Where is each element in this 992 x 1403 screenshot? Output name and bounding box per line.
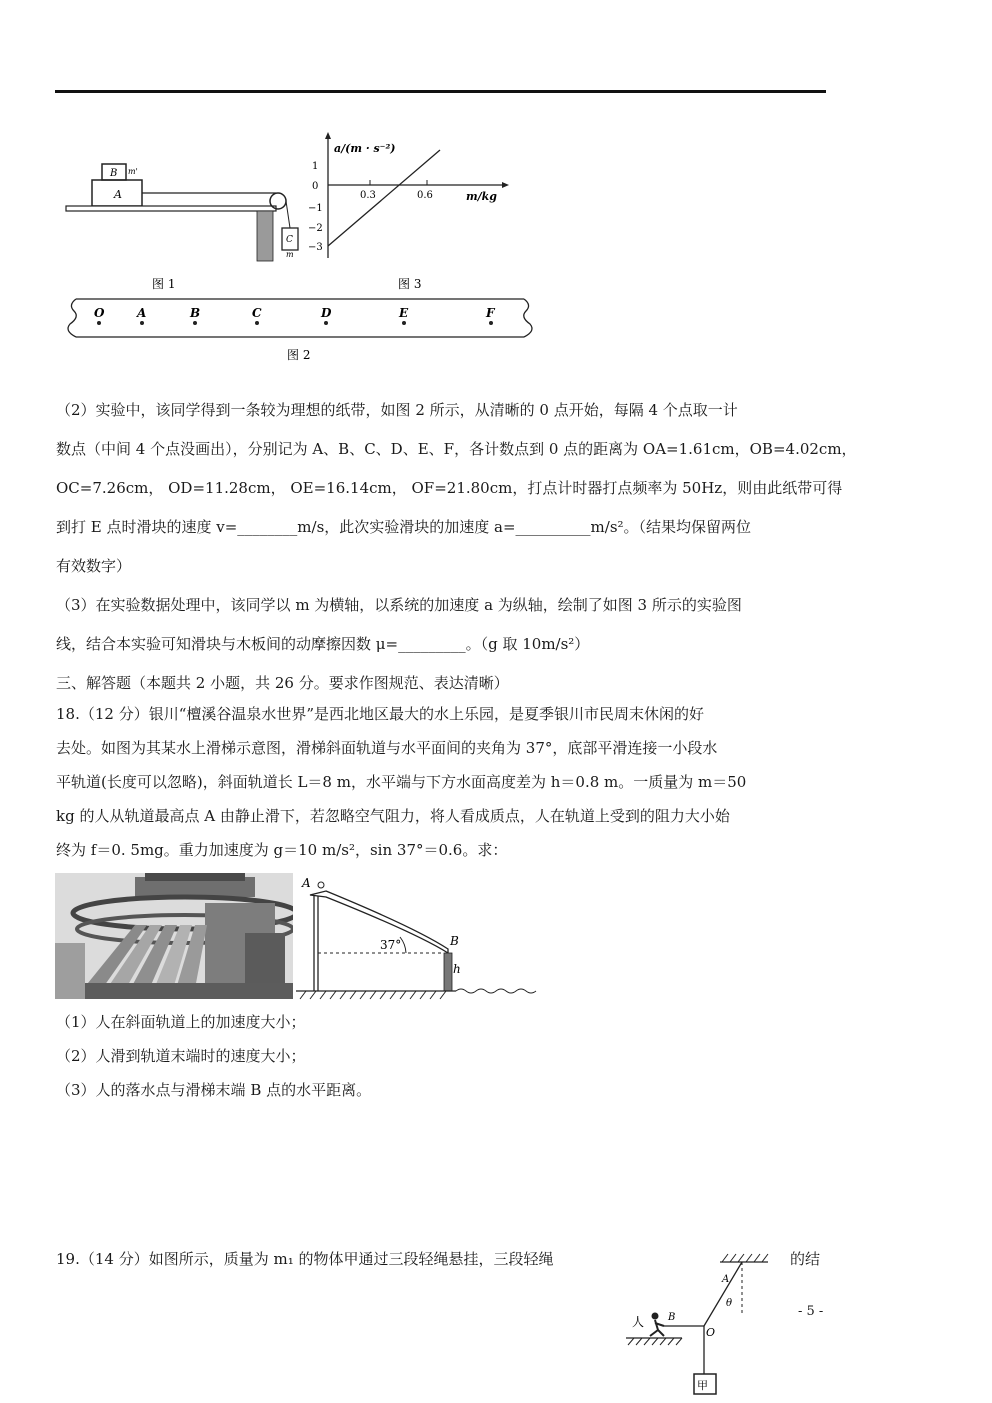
slide-label-h: h [453, 962, 461, 976]
figure-3 [300, 130, 515, 290]
tape-label-d: D [321, 306, 332, 320]
fig1-label-b: B [110, 168, 118, 179]
q2-line-5: 有效数字） [56, 557, 132, 575]
q3-line-1: （3）在实验数据处理中，该同学以 m 为横轴，以系统的加速度 a 为纵轴，绘制了如图 3 所示的实验图 [56, 596, 742, 614]
q18-line-2: 去处。如图为其某水上滑梯示意图，滑梯斜面轨道与水平面间的夹角为 37°，底部平滑连接一小段水 [56, 739, 718, 757]
fig1-label-m: m [286, 250, 294, 259]
q18-line-5: 终为 f＝0. 5mg。重力加速度为 g＝10 m/s²，sin 37°＝0.6。求： [56, 841, 508, 859]
fig3-xtick-03: 0.3 [360, 190, 376, 201]
q18-line-1: 18.（12 分）银川“檀溪谷温泉水世界”是西北地区最大的水上乐园，是夏季银川市民周末休闲的好 [56, 705, 705, 723]
fig1-label-c: C [286, 235, 293, 245]
q19-box-label: 甲 [697, 1379, 708, 1392]
section-3-heading: 三、解答题（本题共 2 小题，共 26 分。要求作图规范、表达清晰） [56, 674, 509, 692]
tape-label-f: F [486, 306, 495, 320]
fig3-ytick-m1: −1 [308, 203, 323, 214]
tape-label-b: B [190, 306, 201, 320]
q19-text-right: 的结 [790, 1250, 821, 1268]
tape-label-c: C [252, 306, 262, 320]
tape-label-a: A [137, 306, 147, 320]
fig1-label-a: A [114, 188, 122, 201]
q3-line-2: 线，结合本实验可知滑块与木板间的动摩擦因数 μ=_________。（g 取 10m/s²） [56, 635, 590, 653]
q18-line-4: kg 的人从轨道最高点 A 由静止滑下，若忽略空气阻力，将人看成质点，人在轨道上受到的阻力大小始 [56, 807, 730, 825]
q2-line-1: （2）实验中，该同学得到一条较为理想的纸带，如图 2 所示，从清晰的 0 点开始，每隔 4 个点取一计 [56, 401, 738, 419]
q2-line-4: 到打 E 点时滑块的速度 v=________m/s，此次实验滑块的加速度 a=__________m/s²。（结果均保留两位 [56, 518, 752, 536]
q19-label-b: B [668, 1312, 676, 1323]
q18-sub-1: （1）人在斜面轨道上的加速度大小； [56, 1013, 306, 1031]
fig3-ylabel: a/(m · s⁻²) [334, 142, 396, 155]
figure-2 [62, 295, 537, 365]
q19-text-left: 19.（14 分）如图所示，质量为 m₁ 的物体甲通过三段轻绳悬挂，三段轻绳 [56, 1250, 554, 1268]
slide-diagram [296, 873, 546, 1001]
fig1-caption: 图 1 [152, 277, 176, 290]
fig3-xtick-06: 0.6 [417, 190, 433, 201]
header-rule [55, 90, 826, 93]
page-number: - 5 - [798, 1304, 824, 1319]
q18-sub-2: （2）人滑到轨道末端时的速度大小； [56, 1047, 306, 1065]
fig3-xlabel: m/kg [466, 190, 497, 203]
fig1-label-m-prime: m' [128, 167, 138, 176]
fig3-ytick-1: 1 [312, 161, 319, 172]
slide-angle-label: 37° [380, 938, 402, 952]
fig3-ytick-m3: −3 [308, 242, 323, 253]
q19-diagram [618, 1250, 778, 1400]
fig2-caption: 图 2 [287, 348, 311, 362]
q18-sub-3: （3）人的落水点与滑梯末端 B 点的水平距离。 [56, 1081, 372, 1099]
q19-label-o: O [706, 1326, 716, 1339]
tape-label-o: O [94, 306, 105, 320]
q19-label-a: A [722, 1274, 730, 1285]
q18-line-3: 平轨道(长度可以忽略)，斜面轨道长 L＝8 m，水平端与下方水面高度差为 h＝0.8 m。一质量为 m＝50 [56, 773, 747, 791]
figure-1 [62, 158, 312, 290]
slide-label-a: A [302, 876, 311, 890]
q19-theta: θ [726, 1298, 733, 1309]
q2-line-3: OC=7.26cm， OD=11.28cm， OE=16.14cm， OF=21.80cm，打点计时器打点频率为 50Hz，则由此纸带可得 [56, 479, 843, 497]
fig3-ytick-0: 0 [312, 181, 319, 192]
slide-label-b: B [450, 934, 459, 948]
q2-line-2: 数点（中间 4 个点没画出），分别记为 A、B、C、D、E、F，各计数点到 0 点的距离为 OA=1.61cm，OB=4.02cm， [56, 440, 857, 458]
fig3-caption: 图 3 [398, 277, 422, 290]
q19-person-label: 人 [632, 1315, 645, 1329]
fig3-ytick-m2: −2 [308, 223, 323, 234]
water-slide-photo [55, 873, 293, 999]
tape-label-e: E [399, 306, 409, 320]
